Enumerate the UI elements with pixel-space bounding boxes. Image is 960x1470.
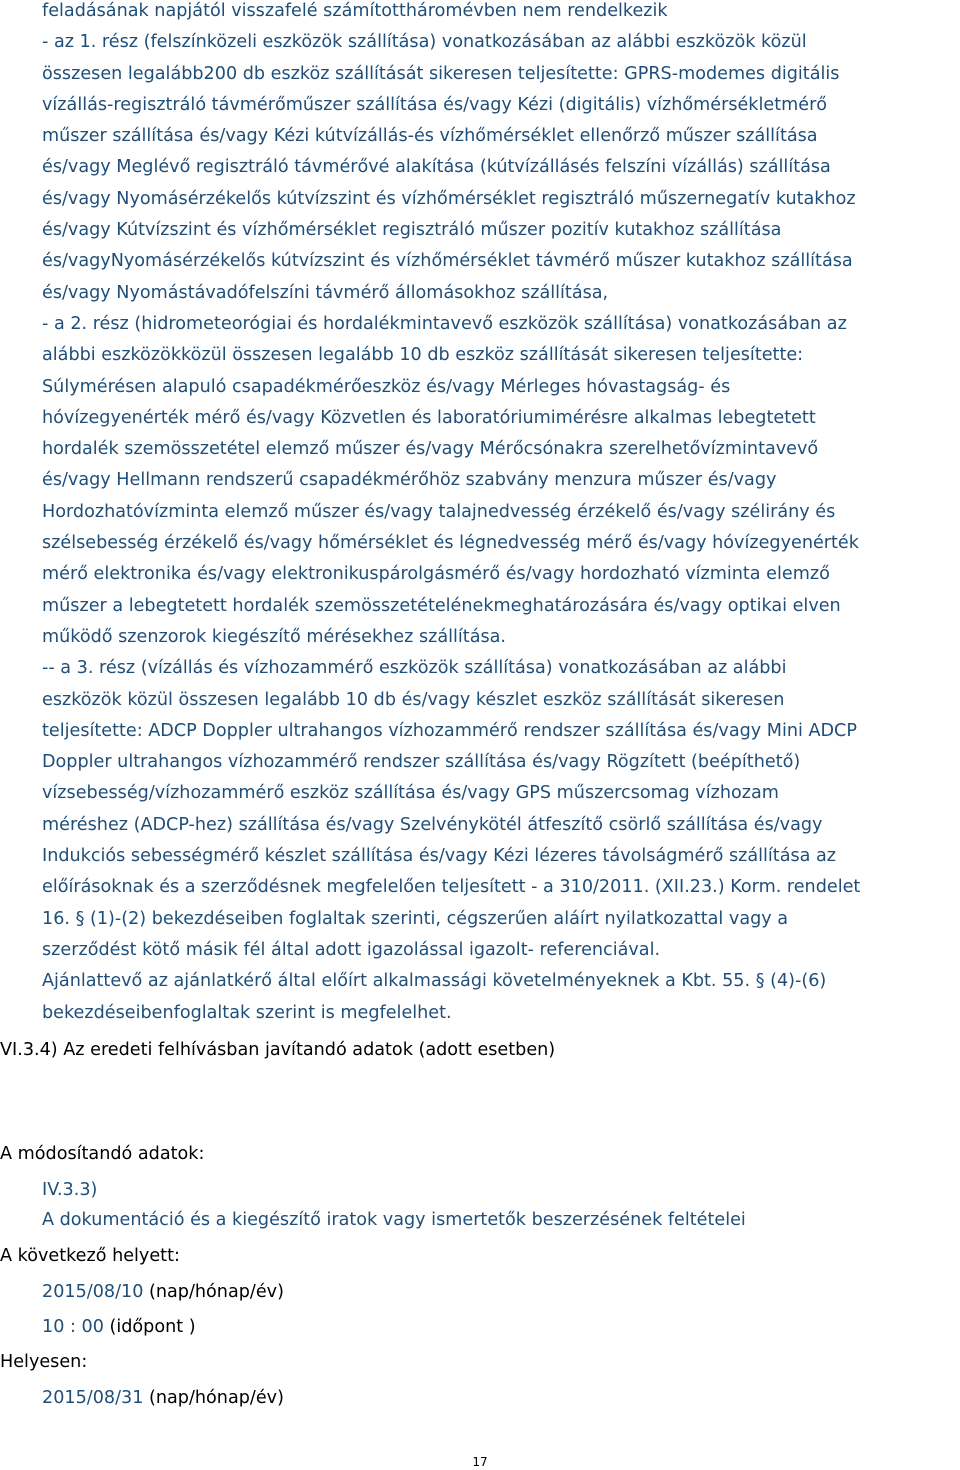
text-line: Indukciós sebességmérő készlet szállítása és/vagy Kézi lézeres távolságmérő szállítása az	[42, 846, 837, 867]
instead-label: A következő helyett:	[0, 1246, 180, 1266]
text-line: és/vagy Hellmann rendszerű csapadékmérőhöz szabvány menzura műszer és/vagy	[42, 470, 777, 491]
modify-label: A módosítandó adatok:	[0, 1144, 205, 1164]
text-line: és/vagy Nyomástávadófelszíni távmérő állomásokhoz szállítása,	[42, 282, 609, 303]
text-line: teljesítette: ADCP Doppler ultrahangos vízhozammérő rendszer szállítása és/vagy Mini ADCP	[42, 720, 857, 741]
text-line: Súlymérésen alapuló csapadékmérőeszköz és/vagy Mérleges hóvastagság- és	[42, 376, 731, 397]
text-line: műszer a lebegtetett hordalék szemösszetételénekmeghatározására és/vagy optikai elven	[42, 595, 841, 616]
old-date-unit: (nap/hónap/év)	[149, 1282, 284, 1302]
text-line: Doppler ultrahangos vízhozammérő rendszer szállítása és/vagy Rögzített (beépíthető)	[42, 752, 801, 773]
text-line: működő szenzorok kiegészítő mérésekhez szállítása.	[42, 626, 507, 647]
old-time-row	[42, 1317, 196, 1337]
old-date-row	[42, 1282, 284, 1302]
text-line: mérő elektronika és/vagy elektronikuspárolgásmérő és/vagy hordozható vízminta elemző	[42, 564, 830, 585]
text-line: - a 2. rész (hidrometeorógiai és hordalékmintavevő eszközök szállítása) vonatkozásában az	[42, 313, 847, 334]
new-date-value: 2015/08/31	[42, 1388, 144, 1408]
text-line: hordalék szemösszetétel elemző műszer és/vagy Mérőcsónakra szerelhetővízmintavevő	[42, 439, 819, 460]
text-line: Hordozhatóvízminta elemző műszer és/vagy talajnedvesség érzékelő és/vagy szélirány és	[42, 501, 836, 522]
page-number: 17	[472, 1455, 488, 1469]
section-heading: VI.3.4) Az eredeti felhívásban javítandó adatok (adott esetben)	[0, 1040, 556, 1060]
new-date-row	[42, 1388, 284, 1408]
text-line: és/vagy Meglévő regisztráló távmérővé alakítása (kútvízállásés felszíni vízállás) szállítása	[42, 157, 831, 178]
text-line: előírásoknak és a szerződésnek megfelelően teljesített - a 310/2011. (XII.23.) Korm. rendelet	[42, 877, 861, 898]
text-line: alábbi eszközökközül összesen legalább 10 db eszköz szállítását sikeresen teljesítette:	[42, 345, 804, 366]
text-line: műszer szállítása és/vagy Kézi kútvízállás-és vízhőmérséklet ellenőrző műszer szállítása	[42, 126, 818, 147]
text-line: és/vagy Nyomásérzékelős kútvízszint és vízhőmérséklet regisztráló műszernegatív kutakhoz	[42, 188, 856, 209]
correct-label: Helyesen:	[0, 1352, 88, 1372]
text-line: 16. § (1)-(2) bekezdéseiben foglaltak szerinti, cégszerűen aláírt nyilatkozattal vagy a	[42, 908, 789, 929]
text-line: és/vagyNyomásérzékelős kútvízszint és vízhőmérséklet távmérő műszer kutakhoz szállítása	[42, 251, 853, 272]
text-line: vízállás-regisztráló távmérőműszer szállítása és/vagy Kézi (digitális) vízhőmérsékletmérő	[42, 94, 828, 115]
old-date-value: 2015/08/10	[42, 1282, 144, 1302]
new-date-unit: (nap/hónap/év)	[149, 1388, 284, 1408]
text-line: vízsebesség/vízhozammérő eszköz szállítása és/vagy GPS műszercsomag vízhozam	[42, 783, 779, 804]
text-line: összesen legalább200 db eszköz szállítását sikeresen teljesítette: GPRS-modemes digitális	[42, 63, 840, 84]
section-ref: IV.3.3)	[42, 1180, 98, 1200]
old-time-unit: (időpont )	[109, 1317, 196, 1337]
section-title: A dokumentáció és a kiegészítő iratok vagy ismertetők beszerzésének feltételei	[42, 1210, 746, 1230]
text-line: méréshez (ADCP-hez) szállítása és/vagy Szelvénykötél átfeszítő csörlő szállítása és/vagy	[42, 814, 823, 835]
text-line: - az 1. rész (felszínközeli eszközök szállítása) vonatkozásában az alábbi eszközök közül	[42, 32, 807, 53]
text-line: feladásának napjától visszafelé számítottháromévben nem rendelkezik	[42, 1, 668, 21]
text-line: eszközök közül összesen legalább 10 db és/vagy készlet eszköz szállítását sikeresen	[42, 689, 785, 710]
text-line: bekezdéseibenfoglaltak szerint is megfelelhet.	[42, 1002, 452, 1023]
text-line: szerződést kötő másik fél által adott igazolással igazolt- referenciával.	[42, 939, 661, 960]
qualification-text-block	[42, 0, 954, 1029]
text-line: szélsebesség érzékelő és/vagy hőmérséklet és légnedvesség mérő és/vagy hóvízegyenérték	[42, 533, 859, 554]
text-line: hóvízegyenérték mérő és/vagy Közvetlen és laboratóriumimérésre alkalmas lebegtetett	[42, 407, 816, 428]
old-time-value: 10 : 00	[42, 1317, 104, 1337]
text-line: -- a 3. rész (vízállás és vízhozammérő eszközök szállítása) vonatkozásában az alábbi	[42, 658, 787, 679]
text-line: és/vagy Kútvízszint és vízhőmérséklet regisztráló műszer pozitív kutakhoz szállítása	[42, 220, 782, 241]
text-line: Ajánlattevő az ajánlatkérő által előírt alkalmassági követelményeknek a Kbt. 55. § (4)-(6)	[42, 971, 827, 992]
